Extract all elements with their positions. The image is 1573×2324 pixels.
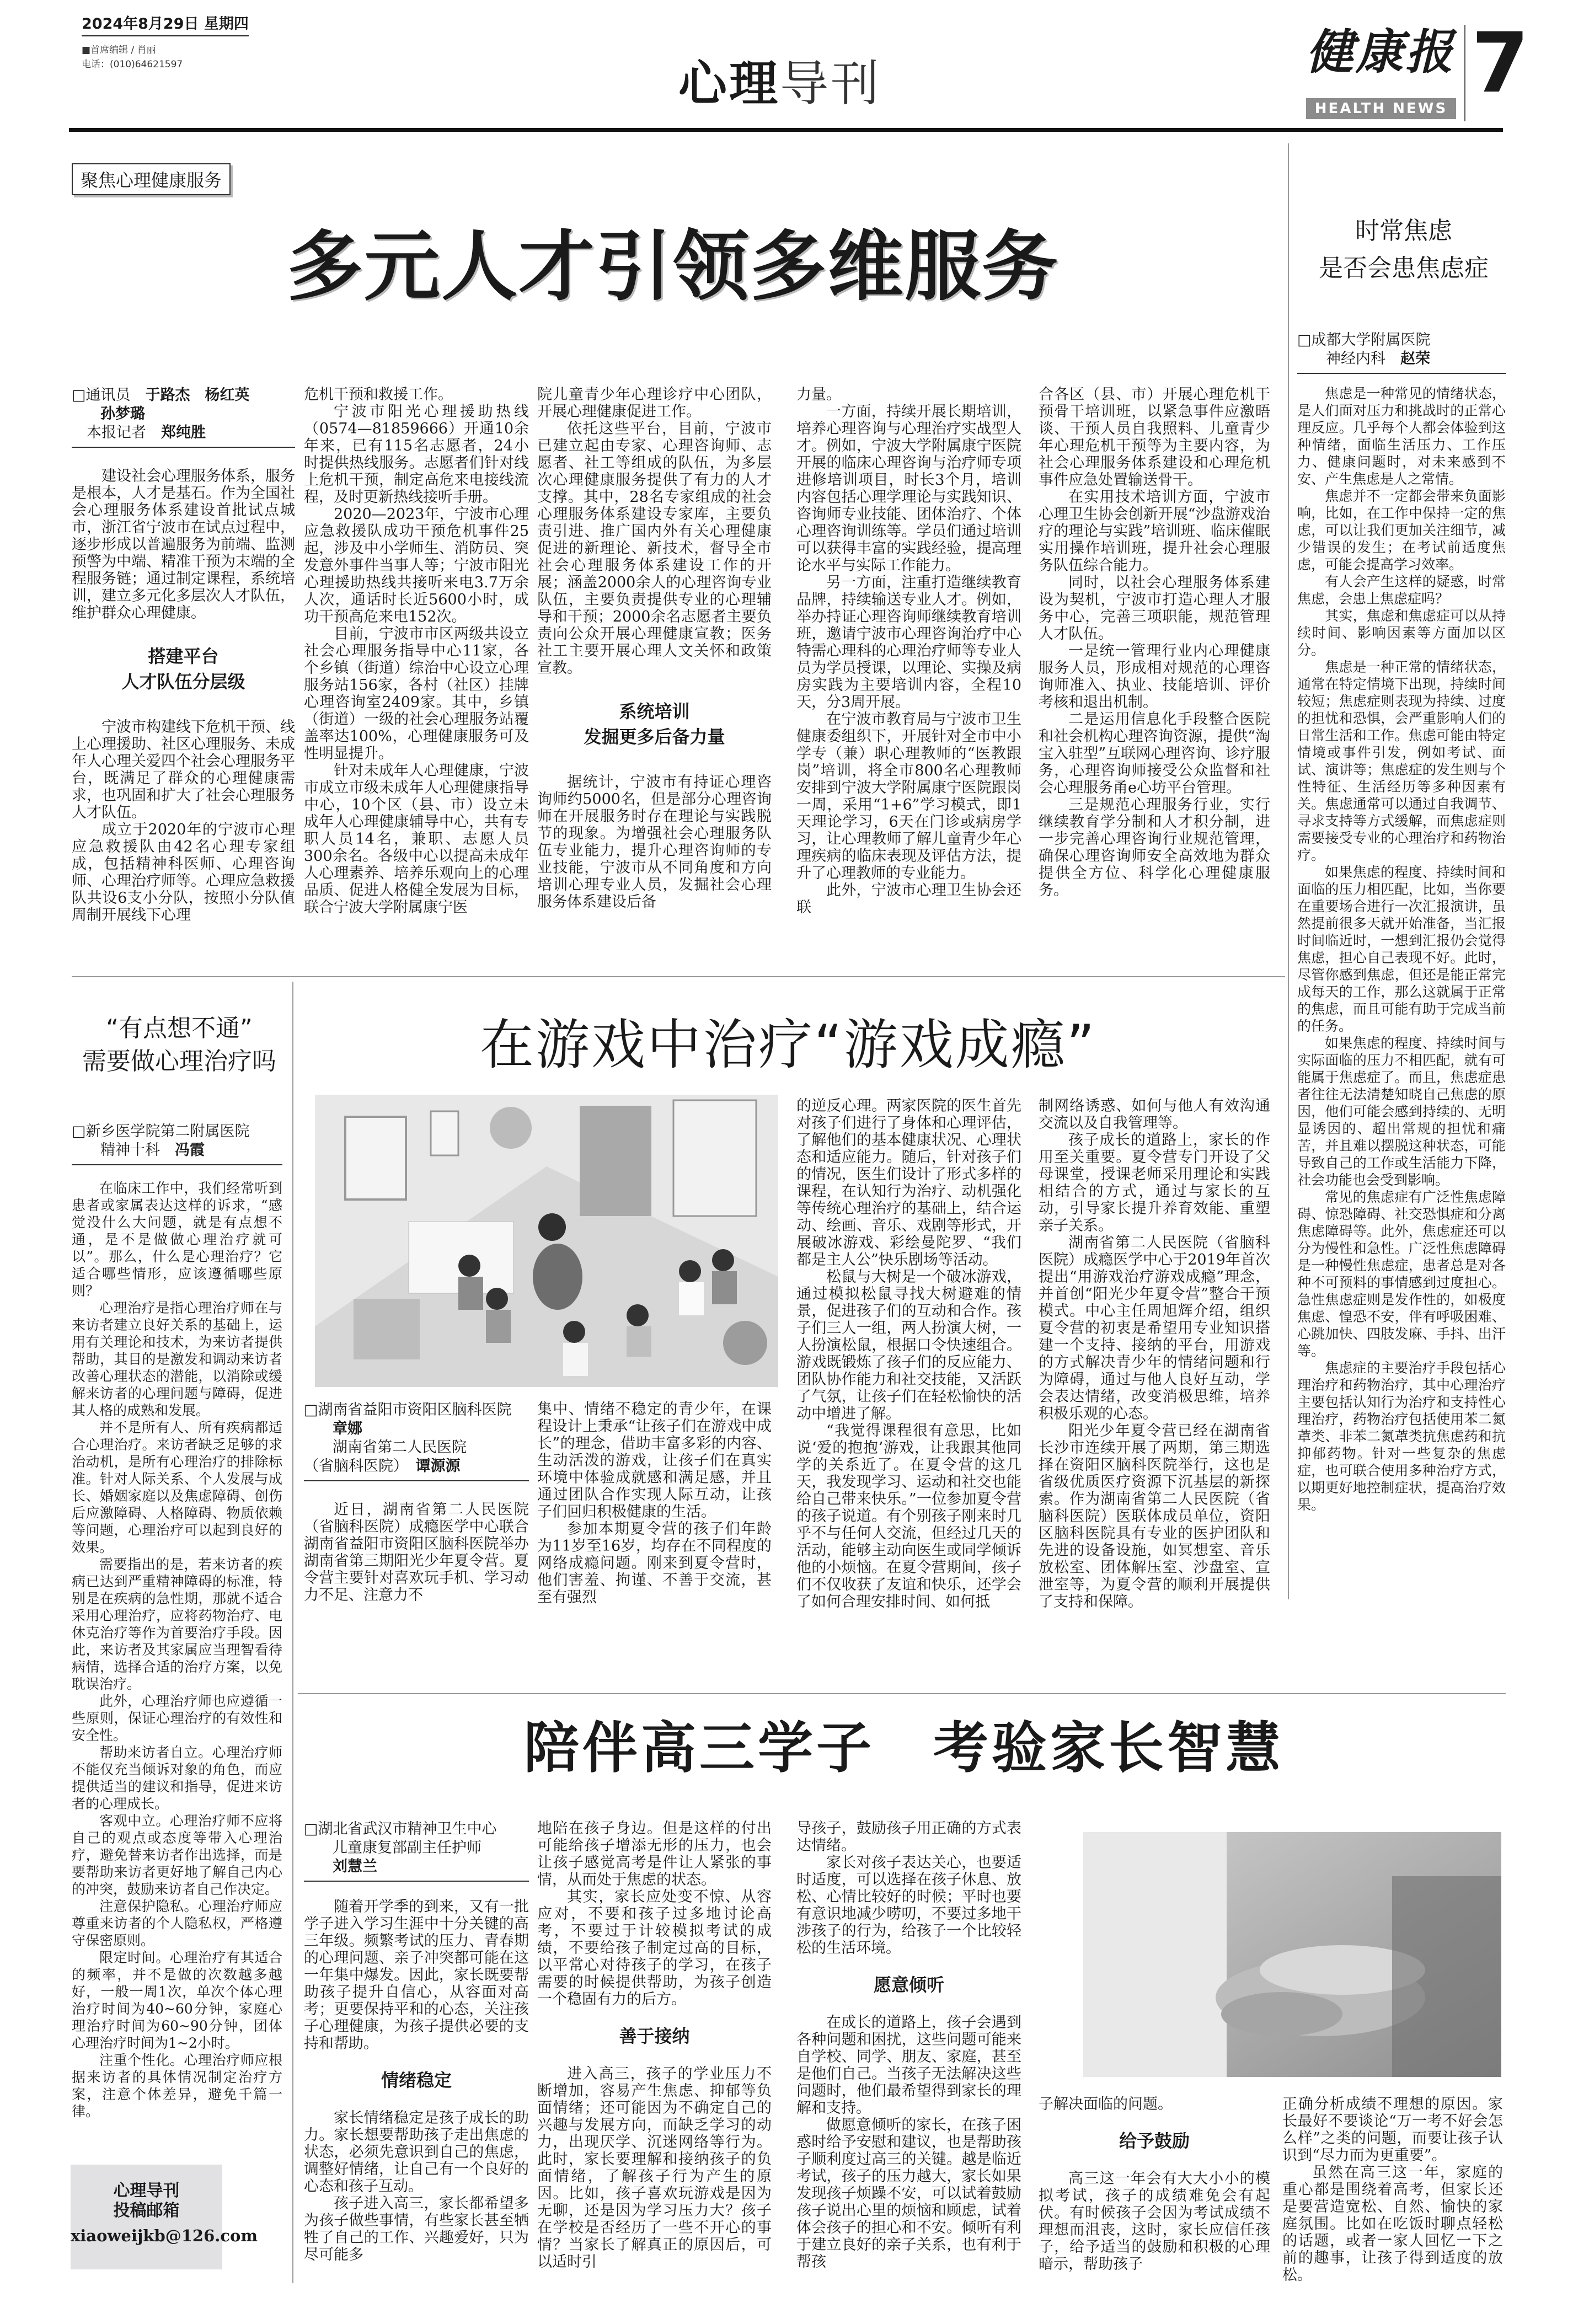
subheading bbox=[537, 699, 772, 749]
byline-author: 郑纯胜 bbox=[161, 424, 206, 441]
paragraph: 宁波市构建线下危机干预、线上心理援助、社区心理服务、未成年人心理关爱四个社会心理服务平台，既满足了群众的心理健康需求，也巩固和扩大了社会心理服务人才队伍。 bbox=[72, 719, 295, 821]
editor-credit: ■首席编辑 / 肖丽 bbox=[82, 45, 156, 56]
subheading-line: 搭建平台 bbox=[148, 646, 219, 667]
article-column bbox=[304, 1820, 529, 2263]
byline-line bbox=[304, 1820, 529, 1839]
byline-line bbox=[1297, 331, 1506, 350]
byline-affiliation: □通讯员 bbox=[72, 387, 146, 404]
subheading-line: 发掘更多后备力量 bbox=[584, 726, 725, 747]
paragraph: 建设社会心理服务体系，服务是根本，人才是基石。作为全国社会心理服务体系建设首批试点城市，浙江省宁波市在试点过程中，逐步形成以普遍服务为前端、监测预警为中端、精准干预为末端的全程服务链；通过制定课程，系统培训，建立多元化多层次人才队伍，维护群众心理健康。 bbox=[72, 468, 295, 622]
paragraph: 地陪在孩子身边。但是这样的付出可能给孩子增添无形的压力，也会让孩子感觉高考是件让人紧张的事情，从而处于焦虑的状态。 bbox=[537, 1820, 772, 1888]
byline-author: 孙梦璐 bbox=[100, 405, 145, 422]
paragraph: 焦虑并不一定都会带来负面影响，比如，在工作中保持一定的焦虑，可以让我们更加关注细节，减少错误的发生；在考试前适度焦虑，可能会提高学习效率。 bbox=[1297, 488, 1506, 572]
section-tag: 聚焦心理健康服务 bbox=[72, 163, 231, 195]
headline-anxiety bbox=[1313, 212, 1495, 287]
phone-number: 电话：(010)64621597 bbox=[82, 59, 183, 70]
paragraph: 院儿童青少年心理诊疗中心团队，开展心理健康促进工作。 bbox=[537, 386, 772, 420]
article-column bbox=[537, 1820, 772, 2271]
byline-line bbox=[72, 405, 295, 424]
subheading bbox=[72, 644, 295, 694]
article-column bbox=[304, 1401, 529, 1604]
subheading bbox=[796, 1972, 1021, 1998]
paragraph: 注意保护隐私。心理治疗师应尊重来访者的个人隐私权，严格遵守保密原则。 bbox=[72, 1898, 282, 1948]
byline-line bbox=[304, 1438, 529, 1457]
paragraph: 子解决面临的问题。 bbox=[1039, 2096, 1173, 2113]
paragraph: 心理治疗是指心理治疗师在与来访者建立良好关系的基础上，运用有关理论和技术，为来访者提供帮助，其目的是激发和调动来访者改善心理状态的潜能，以消除或缓解来访者的心理问题与障碍，促进其人格的成熟和发展。 bbox=[72, 1300, 282, 1418]
headline-main: 多元人才引领多维服务 bbox=[287, 222, 1060, 311]
page-number: 7 bbox=[1472, 15, 1529, 111]
byline-affiliation: 神经内科 bbox=[1326, 350, 1400, 367]
byline bbox=[304, 1820, 529, 1882]
paragraph: 阳光少年夏令营已经在湖南省长沙市连续开展了两期，第三期选择在资阳区脑科医院举行，这也是省级优质医疗资源下沉基层的新探索。作为湖南省第二人民医院（省脑科医院）医联体成员单位，资阳区脑科医院具有专业的医护团队和先进的设备设施，如冥想室、音乐放松室、团体解压室、沙盘室、宣泄室等，为夏令营的顺利开展提供了支持和保障。 bbox=[1039, 1422, 1270, 1610]
section-title-light: 导刊 bbox=[780, 55, 882, 112]
section-title bbox=[678, 55, 882, 112]
byline-line bbox=[72, 386, 295, 405]
paragraph: 如果焦虑的程度、持续时间和面临的压力相匹配，比如，当你要在重要场合进行一次汇报演讲，虽然提前很多天就开始准备，当汇报时间临近时，一想到汇报仍会觉得焦虑，担心自己表现不好。此时，尽管你感到焦虑，但还是能正常完成每天的工作，那么这就属于正常的焦虑，而且可能有助于完成当前的任务。 bbox=[1297, 864, 1506, 1034]
column-rule bbox=[292, 982, 293, 2283]
paragraph: 焦虑是一种常见的情绪状态，是人们面对压力和挑战时的正常心理反应。几乎每个人都会体验到这种情绪，面临生活压力、工作压力、健康问题时，对未来感到不安、产生焦虑是人之常情。 bbox=[1297, 385, 1506, 487]
paragraph: 帮助来访者自立。心理治疗师不能仅充当倾诉对象的角色，而应提供适当的建议和指导，促进来访者的心理成长。 bbox=[72, 1744, 282, 1812]
byline-line bbox=[304, 1857, 529, 1876]
byline-author: 章娜 bbox=[333, 1420, 362, 1437]
paragraph: 正确分析成绩不理想的原因。家长最好不要谈论“万一考不好会怎么样”之类的问题，而要让孩子认识到“尽力而为更重要”。 bbox=[1282, 2096, 1503, 2164]
headline-line: 需要做心理治疗吗 bbox=[82, 1047, 276, 1075]
section-rule bbox=[72, 976, 1285, 977]
paragraph: 在临床工作中，我们经常听到患者或家属表达这样的诉求，“感觉没什么大问题，就是有点想不通，是不是做做心理治疗就可以”。那么，什么是心理治疗？它适合哪些情形，应该遵循哪些原则？ bbox=[72, 1180, 282, 1299]
article-column bbox=[1297, 331, 1506, 1513]
paragraph: 虽然在高三这一年，家庭的重心都是围绕着高考，但家长还是要营造宽松、自然、愉快的家庭氛围。比如在吃饭时聊点轻松的话题，或者一家人回忆一下之前的趣事，让孩子得到适度的放松。 bbox=[1282, 2164, 1503, 2284]
paragraph: 制网络诱惑、如何与他人有效沟通交流以及自我管理等。 bbox=[1039, 1097, 1270, 1132]
paragraph: 随着开学季的到来，又有一批学子进入学习生涯中十分关键的高三年级。频繁考试的压力、青春期的心理问题、亲子冲突都可能在这一年集中爆发。因此，家长既要帮助孩子提升自信心，从容面对高考；更要保持平和的心态，关注孩子心理健康，为孩子提供必要的支持和帮助。 bbox=[304, 1898, 529, 2052]
byline-line bbox=[72, 424, 295, 442]
paragraph: 进入高三，孩子的学业压力不断增加，容易产生焦虑、抑郁等负面情绪；还可能因为不确定自己的兴趣与发展方向，而缺乏学习的动力，出现厌学、沉迷网络等行为。此时，家长要理解和接纳孩子的负面情绪，了解孩子行为产生的原因。比如，孩子喜欢玩游戏是因为无聊，还是因为学习压力大？孩子在学校是否经历了一些不开心的事情？当家长了解真正的原因后，可以适时引 bbox=[537, 2065, 772, 2271]
subheading bbox=[537, 2023, 772, 2049]
headline-line: 是否会患焦虑症 bbox=[1319, 254, 1489, 282]
headline-therapy bbox=[72, 1012, 287, 1078]
byline-author: 于路杰 杨红英 bbox=[145, 387, 250, 404]
paragraph: 二是运用信息化手段整合医院和社会机构心理咨询资源，提供“淘宝入驻型”互联网心理咨询、诊疗服务，心理咨询师接受公众监督和社会心理服务甬e心坊平台管理。 bbox=[1039, 711, 1270, 796]
article-column bbox=[537, 386, 772, 911]
paragraph: 在宁波市教育局与宁波市卫生健康委组织下，开展针对全市中小学专（兼）职心理教师的“医教跟岗”培训，将全市800名心理教师安排到宁波大学附属康宁医院跟岗一周，采用“1+6”学习模式，即1天理论学习，6天在门诊或病房学习，让心理教师了解儿童青少年心理疾病的临床表现及评估方法，提升了心理教师的专业能力。 bbox=[796, 711, 1021, 882]
byline-line bbox=[304, 1839, 529, 1857]
mailbox-title: 心理导刊 bbox=[113, 2181, 180, 2200]
byline-affiliation: 湖南省第二人民医院 bbox=[333, 1439, 467, 1456]
byline-affiliation: □湖北省武汉市精神卫生中心 bbox=[304, 1820, 497, 1838]
article-column bbox=[1282, 2096, 1503, 2284]
paragraph: 并不是所有人、所有疾病都适合心理治疗。来访者缺乏足够的求治动机，是所有心理治疗的排除标准。针对人际关系、个人发展与成长、婚姻家庭以及焦虑障碍、创伤后应激障碍、人格障碍、物质依赖等问题，心理治疗可以起到良好的效果。 bbox=[72, 1420, 282, 1555]
paragraph: 依托这些平台，目前，宁波市已建立起由专家、心理咨询师、志愿者、社工等组成的队伍，为多层次心理健康服务提供了有力的人才支撑。其中，28名专家组成的社会心理服务体系建设专家库，主要负责引进、推广国内外有关心理健康促进的新理论、新技术，督导全市社会心理服务体系建设工作的开展；涵盖2000余人的心理咨询专业队伍，主要负责提供专业的心理辅导和干预；2000余名志愿者主要负责向公众开展心理健康宣教；医务社工主要开展心理人文关怀和政策宣教。 bbox=[537, 420, 772, 677]
subheading bbox=[304, 2068, 529, 2093]
subheading-line: 情绪稳定 bbox=[381, 2070, 452, 2091]
section-rule bbox=[298, 1693, 1506, 1694]
byline-author: 赵荣 bbox=[1400, 350, 1430, 367]
byline-line bbox=[304, 1457, 529, 1476]
byline bbox=[304, 1401, 529, 1481]
headline-parents: 陪伴高三学子 考验家长智慧 bbox=[524, 1716, 1284, 1780]
byline-affiliation: □新乡医学院第二附属医院 bbox=[72, 1123, 250, 1140]
paragraph: 三是规范心理服务行业，实行继续教育学分制和人才积分制，进一步完善心理咨询行业规范管理，确保心理咨询师安全高效地为群众提供全方位、科学化心理健康服务。 bbox=[1039, 796, 1270, 899]
paragraph: 家长情绪稳定是孩子成长的助力。家长想要帮助孩子走出焦虑的状态，必须先意识到自己的焦虑，调整好情绪，让自己有一个良好的心态和孩子互动。 bbox=[304, 2109, 529, 2195]
byline-affiliation: （省脑科医院） bbox=[304, 1458, 416, 1475]
byline bbox=[72, 1122, 282, 1165]
mailbox-email[interactable]: xiaoweijkb@126.com bbox=[71, 2226, 258, 2245]
paragraph: 近日，湖南省第二人民医院（省脑科医院）成瘾医学中心联合湖南省益阳市资阳区脑科医院举办湖南省第三期阳光少年夏令营。夏令营主要针对喜欢玩手机、学习动力不足、注意力不 bbox=[304, 1501, 529, 1604]
paragraph: 一方面，持续开展长期培训，培养心理咨询与心理治疗实战型人才。例如，宁波大学附属康宁医院开展的临床心理咨询与治疗师专项进修培训项目，时长3个月，培训内容包括心理学理论与实践知识、咨询师专业技能、团体治疗、个体心理咨询训练等。学员们通过培训可以获得丰富的实践经验，提高理论水平与实际工作能力。 bbox=[796, 403, 1021, 574]
paragraph: 做愿意倾听的家长，在孩子困惑时给予安慰和建议，也是帮助孩子顺利度过高三的关键。越是临近考试，孩子的压力越大，家长如果发现孩子烦躁不安，可以试着鼓励孩子说出心里的烦恼和顾虑，试着体会孩子的担心和不安。倾听有利于建立良好的亲子关系，也有利于帮孩 bbox=[796, 2117, 1021, 2271]
paragraph: 的逆反心理。两家医院的医生首先对孩子们进行了身体和心理评估，了解他们的基本健康状况、心理状态和适应能力。随后，针对孩子们的情况，医生们设计了形式多样的课程，在认知行为治疗、动机强化等传统心理治疗的基础上，结合运动、绘画、音乐、戏剧等形式，开展破冰游戏、彩绘曼陀罗、“我们都是主人公”快乐剧场等活动。 bbox=[796, 1097, 1021, 1268]
paragraph: 孩子进入高三，家长都希望多为孩子做些事情，有些家长甚至牺牲了自己的工作、兴趣爱好，只为尽可能多 bbox=[304, 2195, 529, 2263]
newspaper-logo: 健康报 bbox=[1306, 24, 1455, 80]
byline-author: 谭源源 bbox=[415, 1458, 461, 1475]
paragraph: 2020—2023年，宁波市心理应急救援队成功干预危机事件25起，涉及中小学师生、消防员、突发意外事件当事人等；宁波市阳光心理援助热线共接听来电3.7万余人次，通话时长近5600小时，成功干预高危来电152次。 bbox=[304, 506, 529, 625]
paragraph: 同时，以社会心理服务体系建设为契机，宁波市打造心理人才服务中心，完善三项职能，规范管理人才队伍。 bbox=[1039, 574, 1270, 642]
subheading-line: 系统培训 bbox=[619, 701, 690, 722]
byline-line bbox=[304, 1420, 529, 1438]
byline-line bbox=[72, 1122, 282, 1141]
byline-affiliation: 本报记者 bbox=[72, 424, 161, 441]
headline-line: “有点想不通” bbox=[106, 1014, 253, 1042]
paragraph: 集中、情绪不稳定的青少年，在课程设计上秉承“让孩子们在游戏中成长”的理念，借助丰富多彩的内容、生动活泼的游戏，让孩子们在真实环境中体验成就感和满足感，并且通过团队合作实现人际互动，让孩子们回归积极健康的生活。 bbox=[537, 1401, 772, 1520]
article-column bbox=[304, 386, 529, 916]
byline-affiliation: 儿童康复部副主任护师 bbox=[333, 1839, 481, 1856]
paragraph: 针对未成年人心理健康，宁波市成立市级未成年人心理健康指导中心，10个区（县、市）设立未成年人心理健康辅导中心，共有专职人员14名，兼职、志愿人员300余名。各级中心以提高未成年人心理素养、培养乐观向上的心理品质、促进人格健全发展为目标，联合宁波大学附属康宁医 bbox=[304, 762, 529, 916]
header-divider bbox=[1464, 25, 1465, 121]
paragraph: 目前，宁波市市区两级共设立社会心理服务指导中心11家，各个乡镇（街道）综治中心设立心理服务站156家，各村（社区）挂牌心理咨询室2409家。其中，乡镇（街道）一级的社会心理服务站覆盖率达100%，心理健康服务可及性明显提升。 bbox=[304, 625, 529, 762]
paragraph: 注重个性化。心理治疗师应根据来访者的具体情况制定治疗方案，注意个体差异，避免千篇一律。 bbox=[72, 2052, 282, 2119]
paragraph: 此外，心理治疗师也应遵循一些原则，保证心理治疗的有效性和安全性。 bbox=[72, 1693, 282, 1743]
submission-mailbox bbox=[71, 2165, 258, 2269]
paragraph: 焦虑是一种正常的情绪状态，通常在特定情境下出现，持续时间较短；焦虑症则表现为持续、过度的担忧和恐惧，会严重影响人们的日常生活和工作。焦虑可能由特定情境或事件引发，例如考试、面试、演讲等；焦虑症的发生则与个性特征、生活经历等多种因素有关。焦虑通常可以通过自我调节、寻求支持等方式缓解，而焦虑症则需要接受专业的心理治疗和药物治疗。 bbox=[1297, 659, 1506, 863]
paragraph: 限定时间。心理治疗有其适合的频率，并不是做的次数越多越好，一般一周1次，单次个体心理治疗时间为40~60分钟，家庭心理治疗时间为60~90分钟，团体心理治疗时间为1~2小时。 bbox=[72, 1950, 282, 2051]
paragraph: 需要指出的是，若来访者的疾病已达到严重精神障碍的标准，特别是在疾病的急性期，那就不适合采用心理治疗，应将药物治疗、电休克治疗等作为首要治疗手段。因此，来访者及其家属应当理智看待病情，选择合适的治疗方案，以免耽误治疗。 bbox=[72, 1556, 282, 1692]
paragraph: 参加本期夏令营的孩子们年龄为11岁至16岁，均存在不同程度的网络成瘾问题。刚来到夏令营时，他们害羞、拘谨、不善于交流，甚至有强烈 bbox=[537, 1520, 772, 1606]
byline-affiliation: 精神十科 bbox=[100, 1142, 175, 1159]
column-rule bbox=[1288, 143, 1289, 1599]
paragraph: 此外，宁波市心理卫生协会还联 bbox=[796, 882, 1021, 916]
header-rule bbox=[69, 128, 1503, 132]
byline-affiliation: □湖南省益阳市资阳区脑科医院 bbox=[304, 1401, 512, 1418]
paragraph: 据统计，宁波市有持证心理咨询师约5000名，但是部分心理咨询师在开展服务时存在理论与实践脱节的现象。为增强社会心理服务队伍专业能力，提升心理咨询师的专业技能，宁波市从不同角度和方向培训心理专业人员，发掘社会心理服务体系建设后备 bbox=[537, 774, 772, 911]
subheading-line: 善于接纳 bbox=[619, 2026, 690, 2047]
article-column bbox=[796, 1820, 1021, 2271]
subheading-line: 给予鼓励 bbox=[1119, 2130, 1190, 2151]
article-column bbox=[72, 1122, 282, 2120]
paragraph: 湖南省第二人民医院（省脑科医院）成瘾医学中心于2019年首次提出“用游戏治疗游戏成瘾”理念，并首创“阳光少年夏令营”整合干预模式。中心主任周旭辉介绍，组织夏令营的初衷是希望用专业知识搭建一个支持、接纳的平台，用游戏的方式解决青少年的情绪问题和行为障碍，通过与他人良好互动，学会表达情绪，改变消极思维，培养积极乐观的心态。 bbox=[1039, 1234, 1270, 1422]
article-column bbox=[796, 1097, 1021, 1610]
section-title-bold: 心理 bbox=[678, 55, 780, 112]
paragraph: 松鼠与大树是一个破冰游戏，通过模拟松鼠寻找大树避难的情景，促进孩子们的互动和合作。孩子们三人一组，两人扮演大树，一人扮演松鼠，根据口令快速组合。游戏既锻炼了孩子们的反应能力、团队协作能力和社交技能，又活跃了气氛，让孩子们在轻松愉快的活动中增进了解。 bbox=[796, 1268, 1021, 1422]
paragraph: 有人会产生这样的疑惑，时常焦虑，会患上焦虑症吗？ bbox=[1297, 574, 1506, 607]
byline-affiliation: □成都大学附属医院 bbox=[1297, 331, 1431, 349]
classroom-illustration bbox=[315, 1095, 778, 1387]
paragraph: 在成长的道路上，孩子会遇到各种问题和困扰，这些问题可能来自学校、同学、朋友、家庭，甚至是他们自己。当孩子无法解决这些问题时，他们最希望得到家长的理解和支持。 bbox=[796, 2014, 1021, 2117]
paragraph: 一是统一管理行业内心理健康服务人员，形成相对规范的心理咨询师准入、执业、技能培训、评价考核和退出机制。 bbox=[1039, 642, 1270, 711]
byline bbox=[1297, 331, 1506, 374]
paragraph: 力量。 bbox=[796, 386, 841, 403]
byline-line bbox=[304, 1401, 529, 1420]
paragraph: 其实，家长应处变不惊、从容应对，不要和孩子过多地讨论高考，不要过于计较模拟考试的成绩，不要给孩子制定过高的目标，以平常心对待孩子的学习，在孩子需要的时候提供帮助，为孩子创造一个稳固有力的后方。 bbox=[537, 1888, 772, 2008]
article-column bbox=[537, 1401, 772, 1606]
paragraph: 常见的焦虑症有广泛性焦虑障碍、惊恐障碍、社交恐惧症和分离焦虑障碍等。此外，焦虑症还可以分为慢性和急性。广泛性焦虑障碍是一种慢性焦虑症，患者总是对各种不可预料的事情感到过度担心。急性焦虑症则是发作性的，如极度焦虑、惶恐不安，伴有呼吸困难、心跳加快、四肢发麻、手抖、出汗等。 bbox=[1297, 1189, 1506, 1359]
paragraph: 在实用技术培训方面，宁波市心理卫生协会创新开展“沙盘游戏治疗的理论与实践”培训班、临床催眠实用操作培训班，提升社会心理服务队伍综合能力。 bbox=[1039, 489, 1270, 574]
headline-line: 时常焦虑 bbox=[1355, 217, 1452, 245]
mailbox-subtitle: 投稿邮箱 bbox=[113, 2201, 180, 2220]
subheading-line: 人才队伍分层级 bbox=[121, 671, 245, 692]
article-column bbox=[1039, 386, 1270, 899]
article-column bbox=[1039, 1097, 1270, 1610]
paragraph: 焦虑症的主要治疗手段包括心理治疗和药物治疗，其中心理治疗主要包括认知行为治疗和支持性心理治疗，药物治疗包括使用苯二氮䓬类、非苯二氮䓬类抗焦虑药和抗抑郁药物。针对一些复杂的焦虑症，也可联合使用多种治疗方式，以期更好地控制症状，提高治疗效果。 bbox=[1297, 1360, 1506, 1513]
byline-line bbox=[72, 1141, 282, 1160]
parent-child-hands-photo bbox=[1083, 1832, 1501, 2077]
paragraph: 高三这一年会有大大小小的模拟考试，孩子的成绩难免会有起伏。有时候孩子会因为考试成绩不理想而沮丧，这时，家长应信任孩子，给予适当的鼓励和积极的心理暗示，帮助孩子 bbox=[1039, 2170, 1270, 2273]
byline bbox=[72, 386, 295, 448]
byline-author: 冯霞 bbox=[175, 1142, 205, 1159]
paragraph: 其实，焦虑和焦虑症可以从持续时间、影响因素等方面加以区分。 bbox=[1297, 608, 1506, 658]
paragraph: 如果焦虑的程度、持续时间与实际面临的压力不相匹配，就有可能属于焦虑症了。而且，焦虑症患者往往无法清楚知晓自己焦虑的原因，他们可能会感到持续的、无明显诱因的、超出常规的担忧和痛苦，并且难以摆脱这种状态，可能导致自己的工作或生活能力下降，社会功能也会受到影响。 bbox=[1297, 1035, 1506, 1188]
paragraph: 危机干预和救援工作。 bbox=[304, 386, 453, 403]
paragraph: 导孩子，鼓励孩子用正确的方式表达情绪。 bbox=[796, 1820, 1021, 1854]
byline-line bbox=[1297, 350, 1506, 368]
paragraph: 成立于2020年的宁波市心理应急救援队由42名心理专家组成，包括精神科医师、心理咨询师、心理治疗师等。心理应急救援队共设6支小分队，按照小分队值周制开展线下心理 bbox=[72, 821, 295, 924]
paragraph: “我觉得课程很有意思，比如说‘爱的抱抱’游戏，让我跟其他同学的关系近了。在夏令营的这几天，我发现学习、运动和社交也能给自己带来快乐。”一位参加夏令营的孩子说道。有个别孩子刚来时几乎不与任何人交流，但经过几天的活动，能够主动向医生或同学倾诉他的小烦恼。在夏令营期间，孩子们不仅收获了友谊和快乐，还学会了如何合理安排时间、如何抵 bbox=[796, 1422, 1021, 1610]
subheading-line: 愿意倾听 bbox=[873, 1974, 944, 1995]
paragraph: 另一方面，注重打造继续教育品牌，持续输送专业人才。例如，举办持证心理咨询师继续教育培训班，邀请宁波市心理咨询治疗中心特需心理科的心理治疗师等专业人员为学员授课，以理论、实操及病房实践为主要培训内容，全程10天，分3周开展。 bbox=[796, 574, 1021, 711]
article-column bbox=[1039, 2096, 1270, 2273]
paragraph: 家长对孩子表达关心，也要适时适度，可以选择在孩子休息、放松、心情比较好的时候；平时也要有意识地减少唠叨，不要过多地干涉孩子的行为，给孩子一个比较轻松的生活环境。 bbox=[796, 1854, 1021, 1957]
subheading bbox=[1039, 2128, 1270, 2154]
byline-author: 刘慧兰 bbox=[333, 1858, 377, 1875]
newspaper-logo-en: HEALTH NEWS bbox=[1306, 98, 1456, 119]
paragraph: 孩子成长的道路上，家长的作用至关重要。夏令营专门开设了父母课堂，授课老师采用理论和实践相结合的方式，通过与家长的互动，引导家长提升养育效能、重塑亲子关系。 bbox=[1039, 1132, 1270, 1234]
headline-game: 在游戏中治疗“游戏成瘾” bbox=[480, 1014, 1096, 1077]
issue-date: 2024年8月29日 星期四 bbox=[82, 15, 249, 36]
paragraph: 合各区（县、市）开展心理危机干预骨干培训班，以紧急事件应激晤谈、干预人员自我照料、儿童青少年心理危机干预等为主要内容，为社会心理服务体系建设和心理危机事件应急处置输送骨干。 bbox=[1039, 386, 1270, 489]
article-column bbox=[72, 386, 295, 924]
article-column bbox=[796, 386, 1021, 916]
paragraph: 客观中立。心理治疗师不应将自己的观点或态度等带入心理治疗，避免替来访者作出选择，而是要帮助来访者更好地了解自己内心的冲突，鼓励来访者自己作决定。 bbox=[72, 1813, 282, 1897]
paragraph: 宁波市阳光心理援助热线（0574—81859666）开通10余年来，已有115名志愿者，24小时提供热线服务。志愿者们针对线上危机干预，制定高危来电接线流程，及时更新热线接听手册。 bbox=[304, 403, 529, 506]
